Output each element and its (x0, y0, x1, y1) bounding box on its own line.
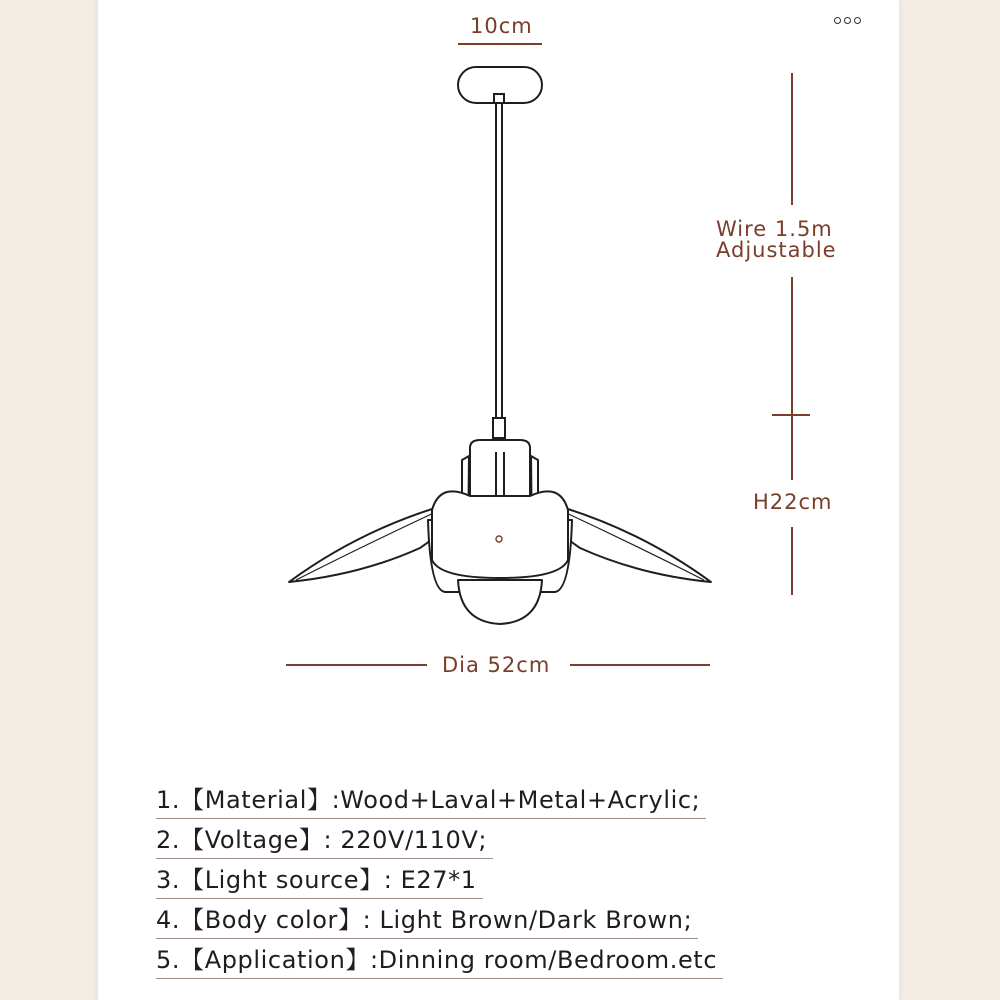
wire-adjustable-label: Adjustable (716, 238, 837, 262)
height-label: H22cm (753, 490, 833, 514)
spec-light-source (156, 866, 723, 906)
spec-text: 1.【Material】:Wood+Laval+Metal+Acrylic; (156, 786, 706, 819)
canopy-width-label: 10cm (470, 14, 533, 38)
spec-list (156, 786, 723, 986)
spec-material (156, 786, 723, 826)
dot-icon (834, 17, 841, 24)
spec-text: 3.【Light source】: E27*1 (156, 866, 483, 899)
spec-voltage (156, 826, 723, 866)
dot-icon (854, 17, 861, 24)
lamp-shade (289, 440, 711, 624)
suspension-wire (496, 103, 502, 420)
spec-application (156, 946, 723, 986)
dot-icon (844, 17, 851, 24)
spec-text: 2.【Voltage】: 220V/110V; (156, 826, 493, 859)
ceiling-canopy (458, 67, 542, 103)
wire-length-label: Wire 1.5m (716, 217, 833, 241)
wire-collar (493, 418, 505, 438)
more-dots-icon[interactable] (834, 17, 861, 24)
spec-body-color (156, 906, 723, 946)
spec-text: 4.【Body color】: Light Brown/Dark Brown; (156, 906, 698, 939)
height-dimension (772, 73, 810, 595)
diameter-label: Dia 52cm (442, 653, 551, 677)
spec-text: 5.【Application】:Dinning room/Bedroom.etc (156, 946, 723, 979)
